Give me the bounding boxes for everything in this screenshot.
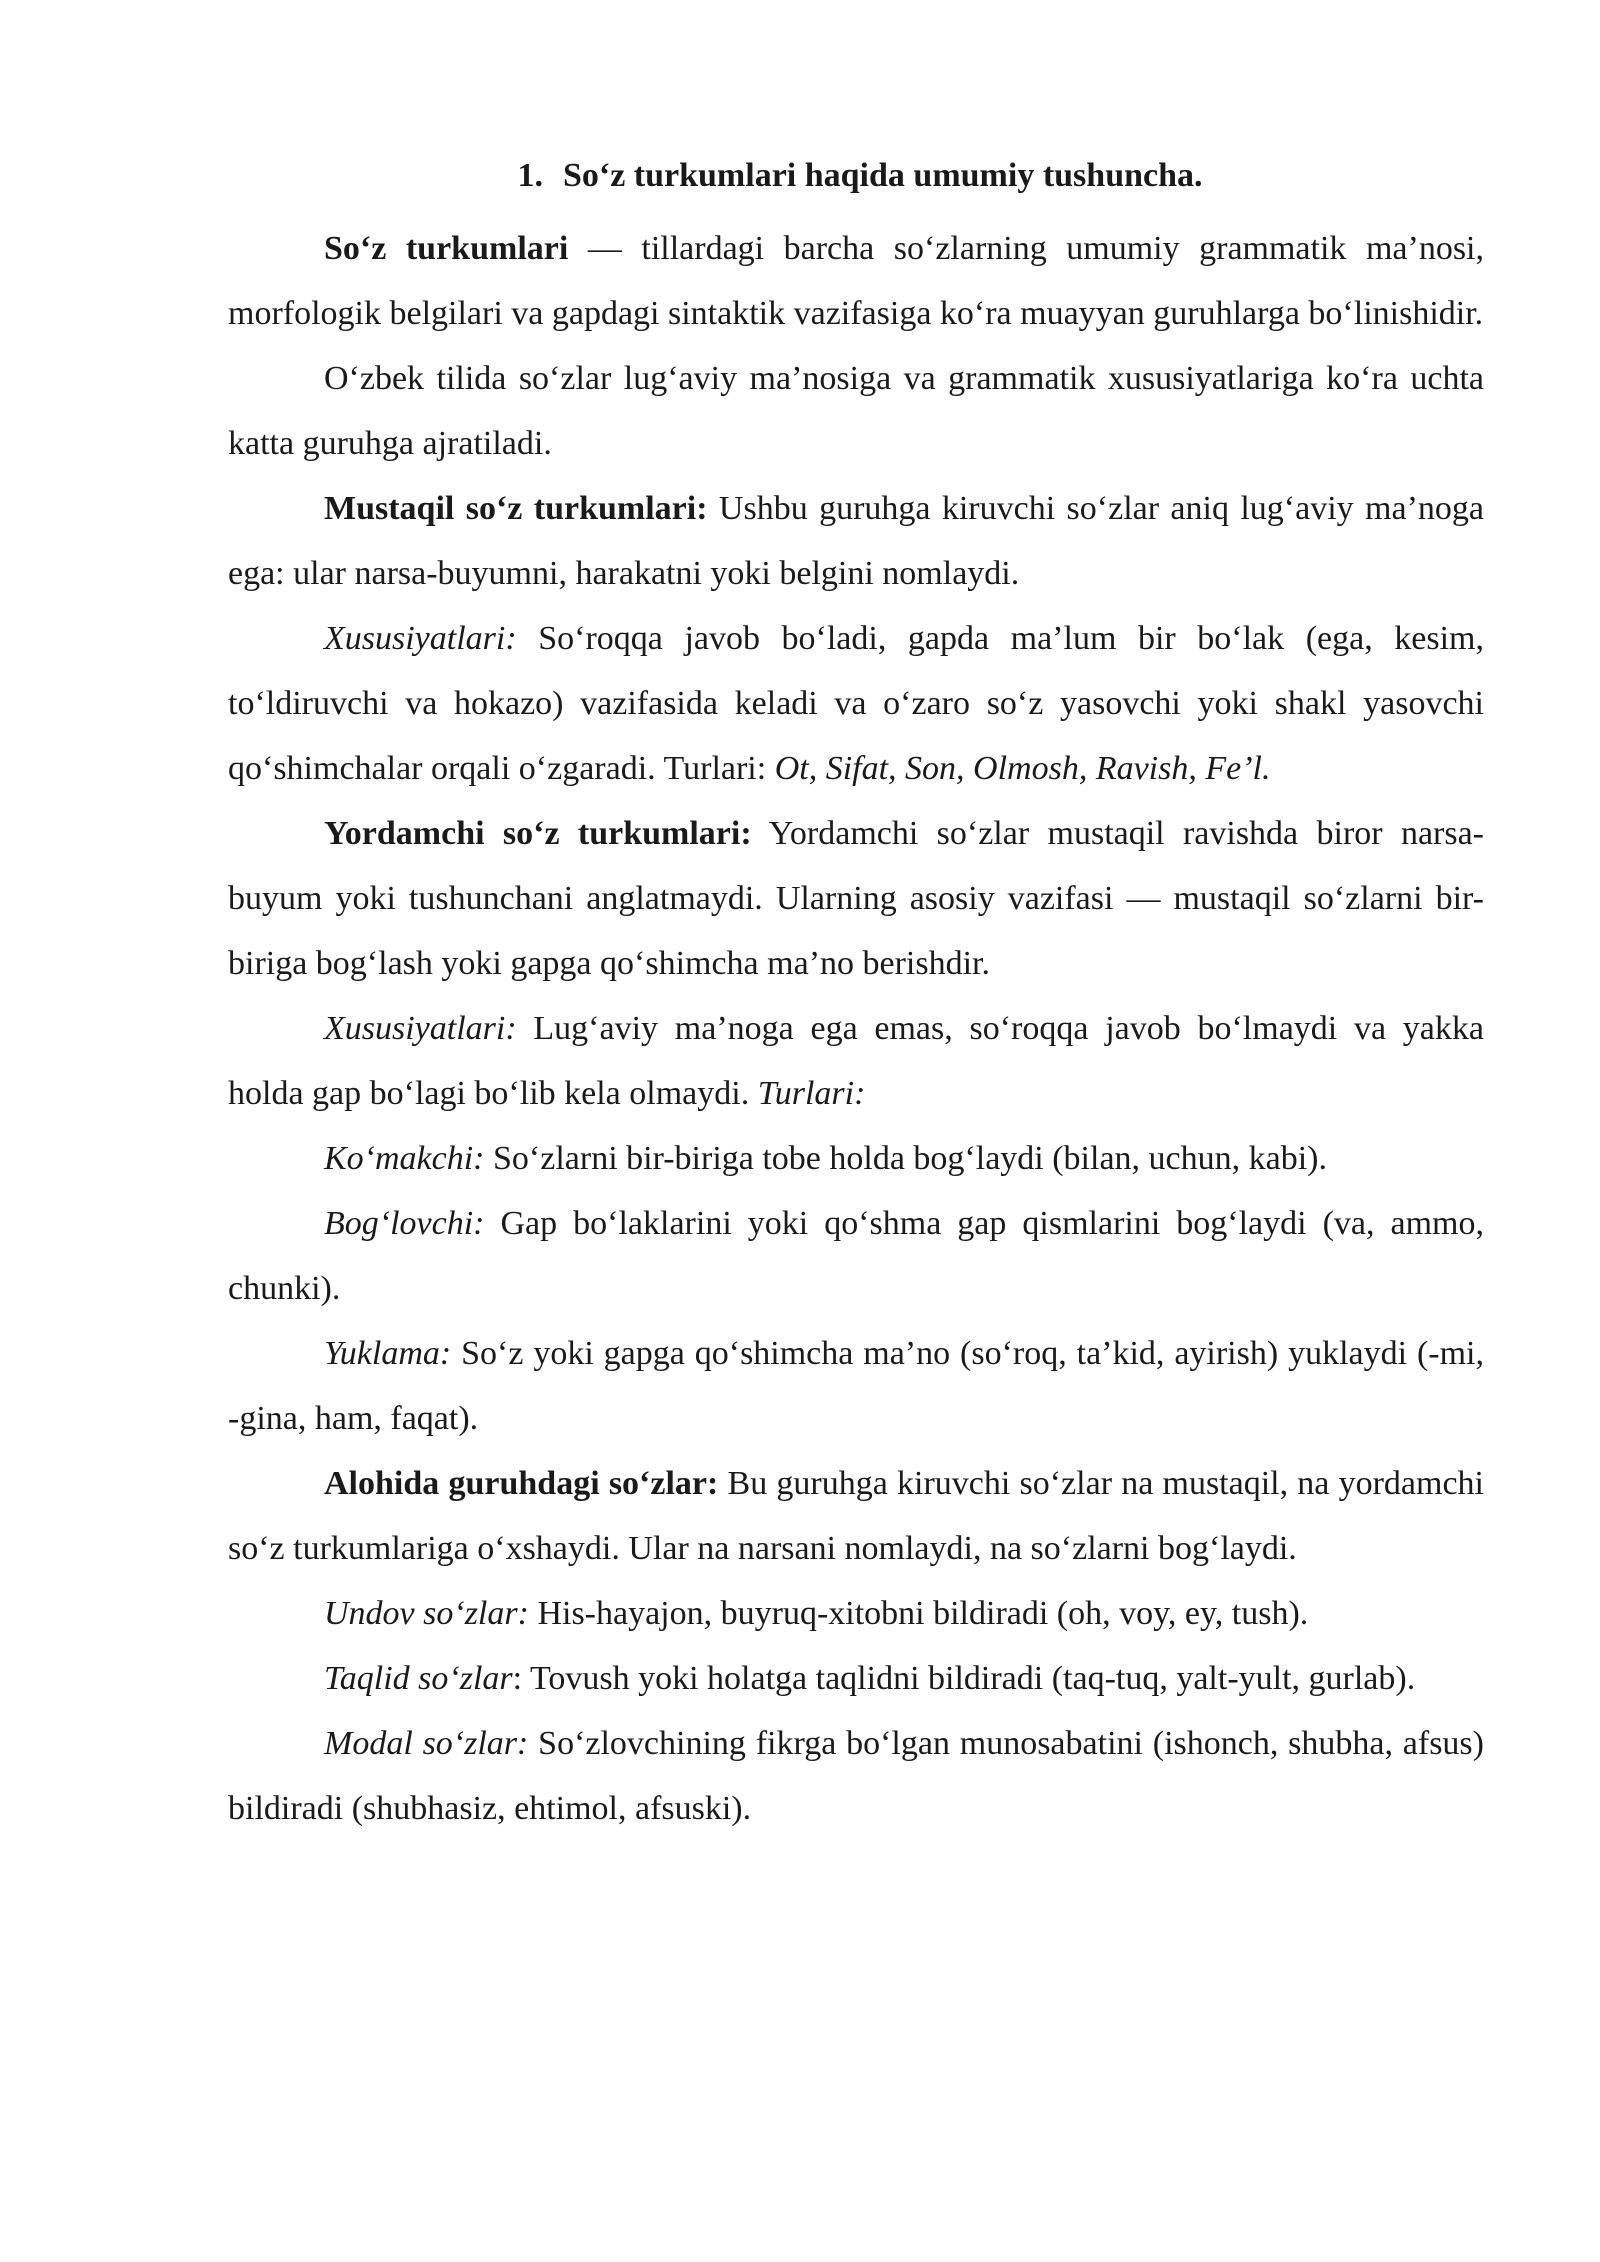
types-label-italic: Turlari: <box>757 1075 866 1112</box>
label-italic: Xususiyatlari: <box>324 1010 517 1047</box>
term-bold: Yordamchi so‘z turkumlari: <box>324 815 752 852</box>
paragraph-text: So‘z yoki gapga qo‘shimcha ma’no (so‘roq, ta’kid, ayirish) yuklaydi (-mi, -gina, ham, faqat). <box>228 1335 1484 1437</box>
heading-title: So‘z turkumlari haqida umumiy tushuncha. <box>562 157 1203 194</box>
term-bold: So‘z turkumlari <box>324 230 569 267</box>
paragraph-separate-group <box>228 1451 1484 1581</box>
paragraph-definition <box>228 216 1484 346</box>
paragraph-text: Lug‘aviy ma’noga ega emas, so‘roqqa javob bo‘lmaydi va yakka holda gap bo‘lagi bo‘lib kela olmaydi. <box>228 1010 1484 1112</box>
paragraph-modal-words <box>228 1711 1484 1841</box>
paragraph-text: So‘zlovchining fikrga bo‘lgan munosabatini (ishonch, shubha, afsus) bildiradi (shubhasiz, ehtimol, afsuski). <box>228 1725 1484 1827</box>
paragraph-imitative-words <box>228 1646 1484 1711</box>
label-italic: Bog‘lovchi: <box>324 1205 485 1242</box>
label-italic: Taqlid so‘zlar <box>324 1660 513 1697</box>
paragraph-auxiliary-words <box>228 801 1484 996</box>
paragraph-text: O‘zbek tilida so‘zlar lug‘aviy ma’nosiga va grammatik xususiyatlariga ko‘ra uchta katta guruhga ajratiladi. <box>228 360 1484 462</box>
heading-number: 1. <box>517 157 543 194</box>
paragraph-text: His-hayajon, buyruq-xitobni bildiradi (oh, voy, ey, tush). <box>528 1595 1309 1632</box>
term-bold: Mustaqil so‘z turkumlari: <box>324 490 708 527</box>
paragraph-particle <box>228 1321 1484 1451</box>
term-bold: Alohida guruhdagi so‘zlar: <box>324 1465 719 1502</box>
types-italic: Ot, Sifat, Son, Olmosh, Ravish, Fe’l. <box>774 750 1271 787</box>
paragraph-independent-words <box>228 476 1484 606</box>
paragraph-interjection <box>228 1581 1484 1646</box>
label-italic: Xususiyatlari: <box>324 620 517 657</box>
paragraph-postposition <box>228 1126 1484 1191</box>
section-heading <box>228 152 1484 200</box>
paragraph-text: Bu guruhga kiruvchi so‘zlar na mustaqil, na yordamchi so‘z turkumlariga o‘xshaydi. Ular na narsani nomlaydi, na so‘zlarni bog‘laydi. <box>228 1465 1484 1567</box>
paragraph-intro <box>228 346 1484 476</box>
paragraph-text: — tillardagi barcha so‘zlarning umumiy grammatik ma’nosi, morfologik belgilari va gapdagi sintaktik vazifasiga ko‘ra muayyan guruhlarga bo‘linishidir. <box>228 230 1484 332</box>
paragraph-text: Ushbu guruhga kiruvchi so‘zlar aniq lug‘aviy ma’noga ega: ular narsa-buyumni, harakatni yoki belgini nomlaydi. <box>228 490 1484 592</box>
paragraph-text: : Tovush yoki holatga taqlidni bildiradi (taq-tuq, yalt-yult, gurlab). <box>512 1660 1416 1697</box>
label-italic: Modal so‘zlar: <box>324 1725 529 1762</box>
paragraph-text: Gap bo‘laklarini yoki qo‘shma gap qismlarini bog‘laydi (va, ammo, chunki). <box>228 1205 1484 1307</box>
label-italic: Ko‘makchi: <box>324 1140 485 1177</box>
paragraph-conjunction <box>228 1191 1484 1321</box>
label-italic: Undov so‘zlar: <box>324 1595 529 1632</box>
paragraph-auxiliary-features <box>228 996 1484 1126</box>
paragraph-independent-features <box>228 606 1484 801</box>
paragraph-text: So‘roqqa javob bo‘ladi, gapda ma’lum bir bo‘lak (ega, kesim, to‘ldiruvchi va hokazo) vazifasida keladi va o‘zaro so‘z yasovchi yoki shakl yasovchi qo‘shimchalar orqali o‘zgaradi. Turlari: <box>228 620 1484 787</box>
paragraph-text: So‘zlarni bir-biriga tobe holda bog‘laydi (bilan, uchun, kabi). <box>484 1140 1327 1177</box>
paragraph-text: Yordamchi so‘zlar mustaqil ravishda biror narsa-buyum yoki tushunchani anglatmaydi. Ularning asosiy vazifasi — mustaqil so‘zlarni bir-biriga bog‘lash yoki gapga qo‘shimcha ma’no berishdir. <box>228 815 1484 982</box>
label-italic: Yuklama: <box>324 1335 452 1372</box>
